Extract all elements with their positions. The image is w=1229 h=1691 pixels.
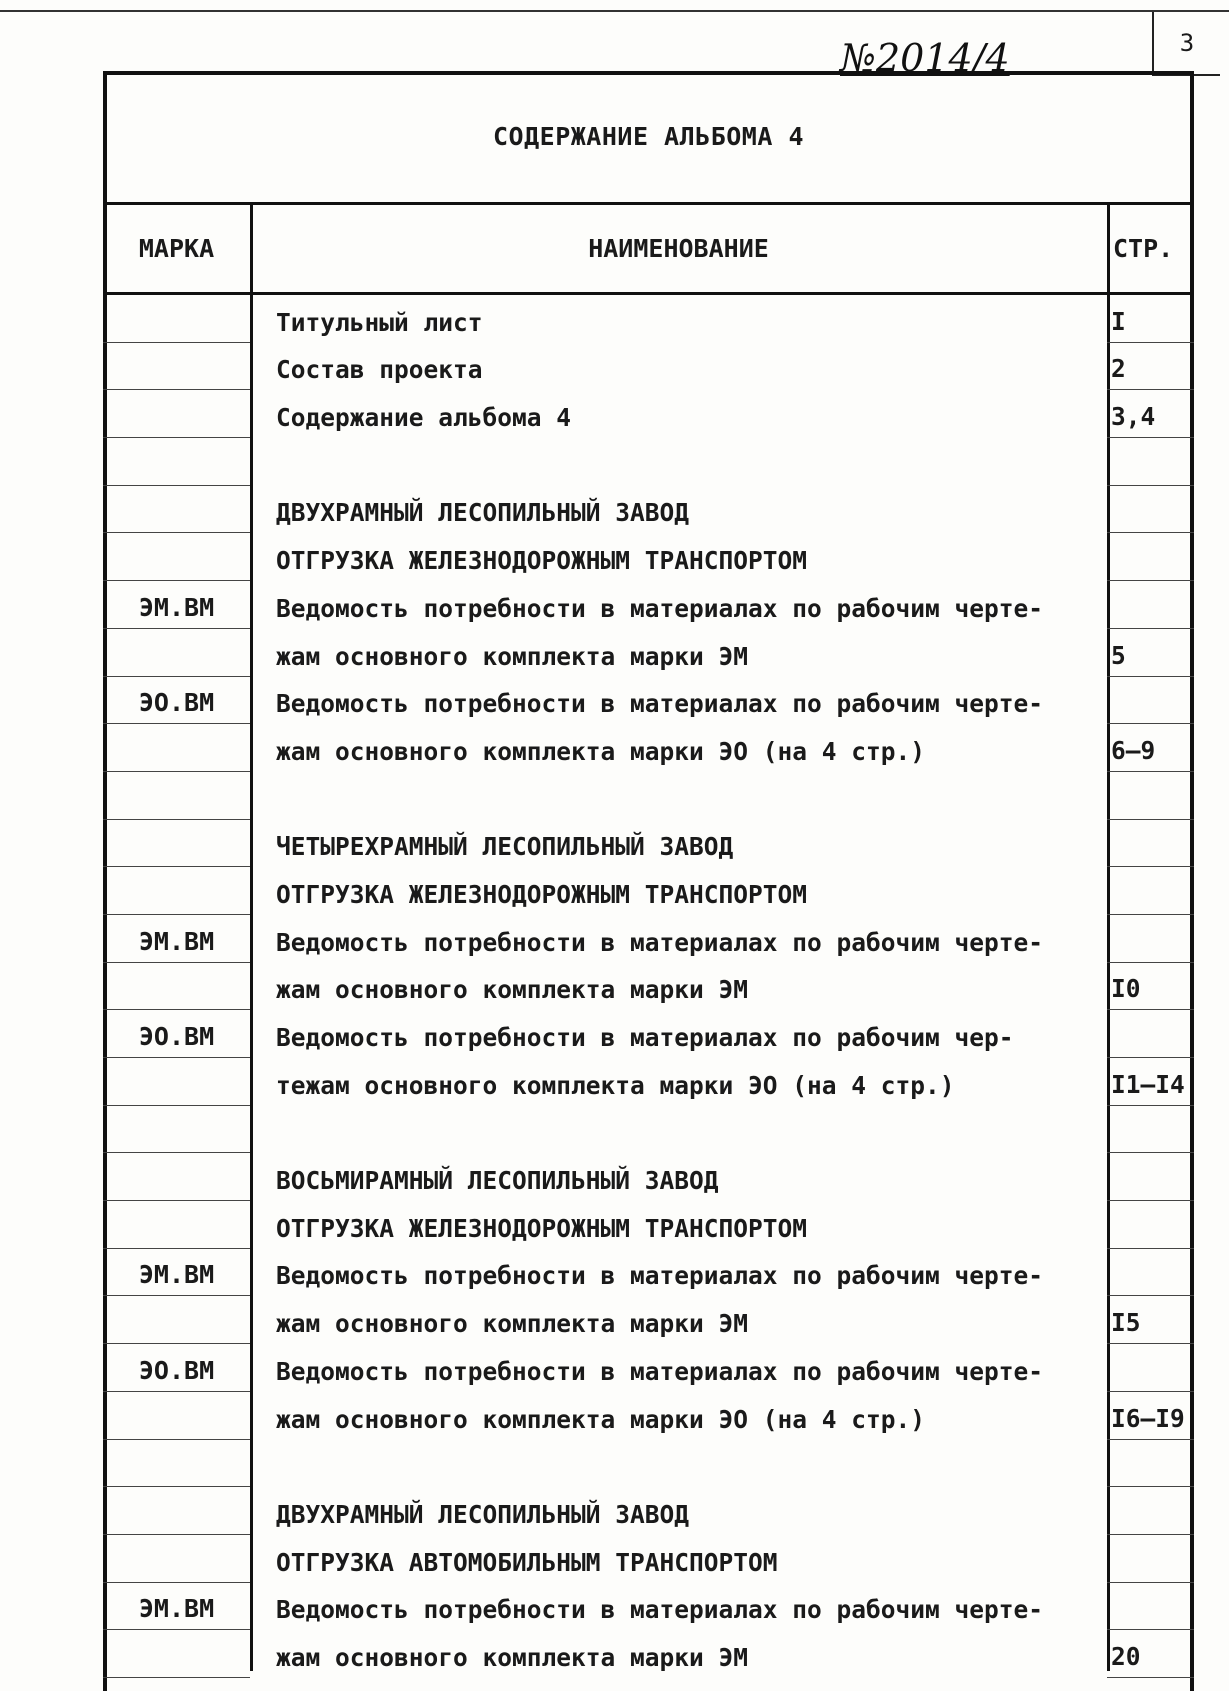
row-name: ОТГРУЗКА ЖЕЛЕЗНОДОРОЖНЫМ ТРАНСПОРТОМ — [276, 546, 808, 576]
row-page — [1107, 486, 1194, 534]
table-row — [103, 1392, 1194, 1440]
table-row — [103, 533, 1194, 581]
row-name: Ведомость потребности в материалах по рабочим черте- — [276, 1595, 1044, 1625]
table-row — [103, 438, 1194, 486]
row-mark: ЭО.ВМ — [103, 677, 250, 725]
row-page: 5 — [1107, 629, 1194, 677]
row-page: 20 — [1107, 1630, 1194, 1678]
row-mark — [103, 533, 250, 581]
top-rule — [0, 10, 1229, 12]
row-mark — [103, 1153, 250, 1201]
row-page — [1107, 915, 1194, 963]
row-name: жам основного комплекта марки ЭО (на 4 стр.) — [276, 1404, 926, 1434]
row-mark: ЭМ.ВМ — [103, 581, 250, 629]
table-row — [103, 486, 1194, 534]
table-row — [103, 820, 1194, 868]
row-mark — [103, 772, 250, 820]
row-mark: ЭМ.ВМ — [103, 1583, 250, 1631]
table-row — [103, 1010, 1194, 1058]
table-row — [103, 772, 1194, 820]
table-row — [103, 1487, 1194, 1535]
row-page — [1107, 1249, 1194, 1297]
header-mark: МАРКА — [138, 234, 215, 263]
table-row — [103, 1344, 1194, 1392]
row-page — [1107, 438, 1194, 486]
table-row — [103, 390, 1194, 438]
document-title: СОДЕРЖАНИЕ АЛЬБОМА 4 — [103, 71, 1194, 205]
table-row — [103, 1058, 1194, 1106]
row-name: Ведомость потребности в материалах по рабочим черте- — [276, 593, 1044, 623]
row-name — [250, 438, 1107, 486]
row-mark — [103, 963, 250, 1011]
row-page — [1107, 1487, 1194, 1535]
row-name: ОТГРУЗКА ЖЕЛЕЗНОДОРОЖНЫМ ТРАНСПОРТОМ — [276, 879, 808, 909]
row-mark: ЭО.ВМ — [103, 1010, 250, 1058]
table-row — [103, 963, 1194, 1011]
row-name: Ведомость потребности в материалах по рабочим черте- — [276, 927, 1044, 957]
row-mark — [103, 1201, 250, 1249]
row-mark — [103, 1487, 250, 1535]
row-name: жам основного комплекта марки ЭМ — [276, 1309, 749, 1339]
row-page — [1107, 677, 1194, 725]
row-name: ДВУХРАМНЫЙ ЛЕСОПИЛЬНЫЙ ЗАВОД — [276, 1499, 690, 1529]
row-mark — [103, 1106, 250, 1154]
row-page: I1–I4 — [1107, 1058, 1194, 1106]
row-page — [1107, 772, 1194, 820]
table-row — [103, 1583, 1194, 1631]
table-row — [103, 1153, 1194, 1201]
table-row — [103, 677, 1194, 725]
row-mark — [103, 1392, 250, 1440]
row-mark — [103, 629, 250, 677]
row-name: Содержание альбома 4 — [276, 403, 572, 433]
row-page — [1107, 1153, 1194, 1201]
table-row — [103, 1296, 1194, 1344]
row-mark — [103, 1535, 250, 1583]
table-row — [103, 581, 1194, 629]
row-name: Ведомость потребности в материалах по рабочим черте- — [276, 1356, 1044, 1386]
table-row — [103, 1440, 1194, 1488]
row-page — [1107, 533, 1194, 581]
header-page: СТР. — [1113, 234, 1174, 263]
row-name: ДВУХРАМНЫЙ ЛЕСОПИЛЬНЫЙ ЗАВОД — [276, 498, 690, 528]
row-page — [1107, 1583, 1194, 1631]
row-name: Ведомость потребности в материалах по рабочим чер- — [276, 1023, 1014, 1052]
table-row — [103, 724, 1194, 772]
row-page — [1107, 1535, 1194, 1583]
row-page — [1107, 1010, 1194, 1058]
row-mark — [103, 867, 250, 915]
document-number: №2014/4 — [840, 36, 1010, 80]
row-mark — [103, 724, 250, 772]
row-name — [250, 1440, 1107, 1488]
row-page — [1107, 867, 1194, 915]
row-page — [1107, 1440, 1194, 1488]
row-name: Ведомость потребности в материалах по рабочим черте- — [276, 1261, 1044, 1291]
row-page: I5 — [1107, 1296, 1194, 1344]
row-page: 2 — [1107, 343, 1194, 391]
table-row — [103, 629, 1194, 677]
row-mark — [103, 486, 250, 534]
row-mark — [103, 820, 250, 868]
row-mark: ЭМ.ВМ — [103, 1249, 250, 1297]
row-name — [250, 772, 1107, 820]
row-page — [1107, 820, 1194, 868]
row-name: ОТГРУЗКА ЖЕЛЕЗНОДОРОЖНЫМ ТРАНСПОРТОМ — [276, 1213, 808, 1243]
table-row — [103, 295, 1194, 343]
row-mark: ЭО.ВМ — [103, 1344, 250, 1392]
row-name: ЧЕТЫРЕХРАМНЫЙ ЛЕСОПИЛЬНЫЙ ЗАВОД — [276, 832, 734, 862]
row-page — [1107, 581, 1194, 629]
row-page: I0 — [1107, 963, 1194, 1011]
table-row — [103, 1201, 1194, 1249]
row-mark: ЭМ.ВМ — [103, 915, 250, 963]
row-name: Ведомость потребности в материалах по рабочим черте- — [276, 689, 1044, 719]
table-row — [103, 915, 1194, 963]
row-name: тежам основного комплекта марки ЭО (на 4 стр.) — [276, 1070, 955, 1100]
header-name: НАИМЕНОВАНИЕ — [588, 234, 769, 263]
row-mark — [103, 438, 250, 486]
row-mark — [103, 1296, 250, 1344]
row-name: жам основного комплекта марки ЭО (на 4 стр.) — [276, 736, 926, 766]
row-mark — [103, 390, 250, 438]
table-header — [103, 205, 1194, 295]
row-name: ОТГРУЗКА АВТОМОБИЛЬНЫМ ТРАНСПОРТОМ — [276, 1547, 778, 1577]
row-mark — [103, 1440, 250, 1488]
table-row — [103, 1106, 1194, 1154]
row-page: 6–9 — [1107, 724, 1194, 772]
row-name — [250, 1106, 1107, 1154]
row-name: ВОСЬМИРАМНЫЙ ЛЕСОПИЛЬНЫЙ ЗАВОД — [276, 1166, 719, 1196]
table-row — [103, 1249, 1194, 1297]
row-mark — [103, 1058, 250, 1106]
row-name: жам основного комплекта марки ЭМ — [276, 1642, 749, 1672]
table-body — [103, 295, 1194, 1678]
row-page — [1107, 1201, 1194, 1249]
table-row — [103, 343, 1194, 391]
row-name: жам основного комплекта марки ЭМ — [276, 975, 749, 1005]
row-page — [1107, 1106, 1194, 1154]
page-number: 3 — [1152, 12, 1220, 76]
table-row — [103, 867, 1194, 915]
row-page — [1107, 1344, 1194, 1392]
row-page: I6–I9 — [1107, 1392, 1194, 1440]
row-name: Состав проекта — [276, 355, 483, 385]
row-page: I — [1107, 295, 1194, 343]
row-name: Титульный лист — [276, 307, 483, 337]
table-row — [103, 1535, 1194, 1583]
row-name: жам основного комплекта марки ЭМ — [276, 641, 749, 671]
row-mark — [103, 343, 250, 391]
row-mark — [103, 295, 250, 343]
row-page: 3,4 — [1107, 390, 1194, 438]
